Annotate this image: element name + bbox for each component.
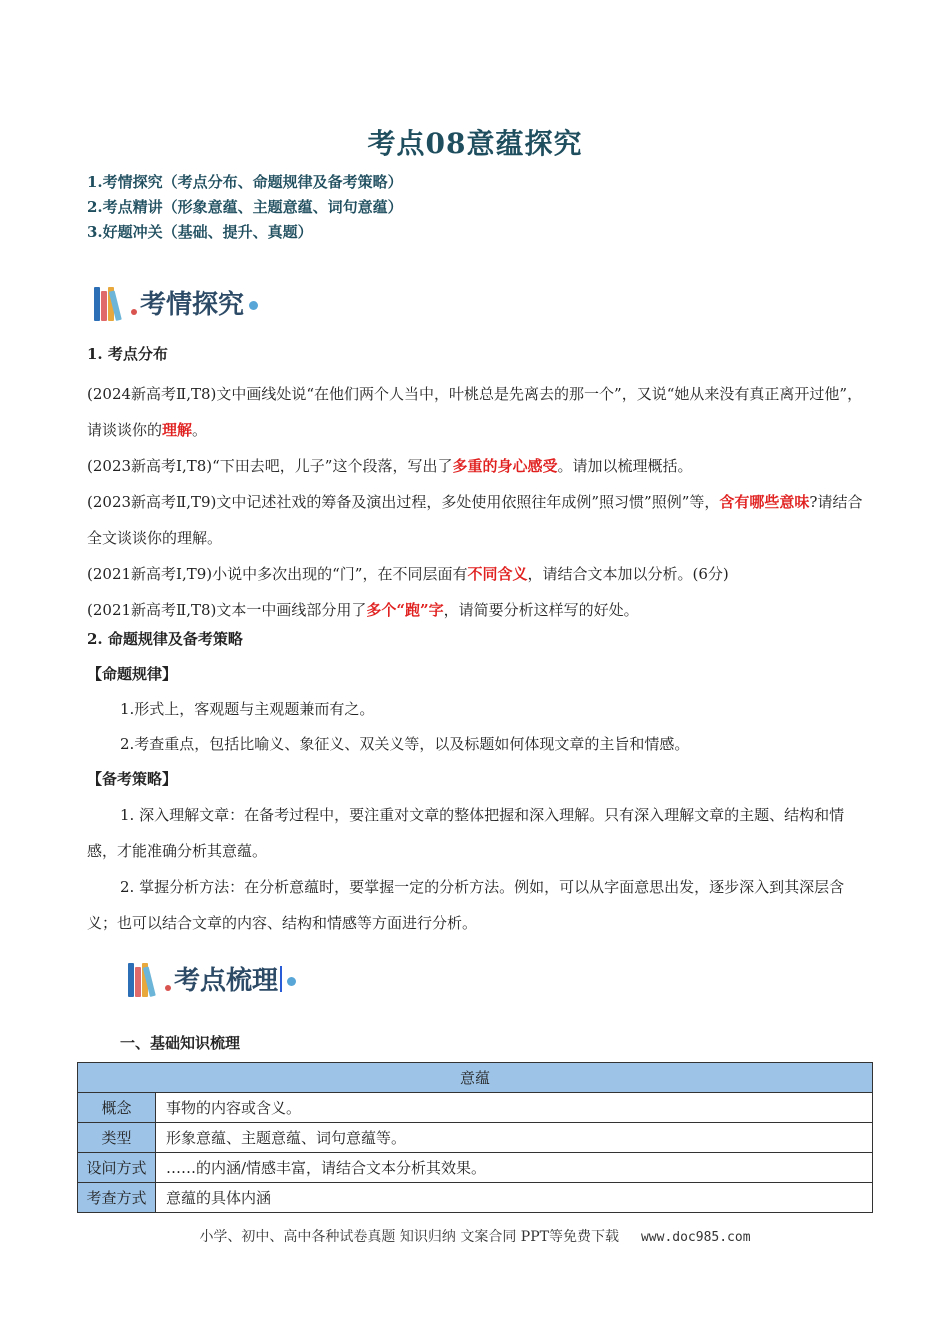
banner-label: 考点梳理	[174, 966, 279, 996]
list-item: (2023新高考Ⅱ,T9)文中记述社戏的筹备及演出过程，多处使用依照往年成例”照习惯”照例”等，含有哪些意味?请结合全文谈谈你的理解。	[87, 493, 863, 547]
knowledge-table	[77, 1062, 873, 1213]
blue-dot-icon	[249, 301, 258, 310]
list-item: (2021新高考Ⅱ,T8)文本一中画线部分用了多个“跑”字，请简要分析这样写的好处。	[87, 601, 639, 619]
table-row	[78, 1093, 873, 1123]
page-footer	[0, 1226, 950, 1246]
red-dot-icon	[131, 309, 137, 315]
list-item: (2023新高考I,T8)“下田去吧，儿子”这个段落，写出了多重的身心感受。请加以梳理概括。	[87, 457, 693, 475]
row-key: 概念	[78, 1093, 156, 1123]
books-icon	[94, 285, 128, 321]
row-value: 意蕴的具体内涵	[156, 1183, 873, 1213]
table-header-row	[78, 1063, 873, 1093]
table-of-contents	[87, 170, 403, 245]
section-banner-key-points	[128, 960, 296, 997]
table-title: 意蕴	[78, 1063, 873, 1093]
section-banner-exam-analysis	[94, 284, 258, 321]
text-cursor	[280, 966, 282, 992]
row-value: 事物的内容或含义。	[156, 1093, 873, 1123]
table-row	[78, 1123, 873, 1153]
subsection-heading: 【备考策略】	[87, 770, 178, 788]
list-item: (2021新高考I,T9)小说中多次出现的“门”，在不同层面有不同含义，请结合文本加以分析。(6分)	[87, 565, 729, 583]
books-icon	[128, 961, 162, 997]
footer-url[interactable]: www.doc985.com	[640, 1230, 751, 1245]
strategy-item: 2. 掌握分析方法：在分析意蕴时，要掌握一定的分析方法。例如，可以从字面意思出发，逐步深入到其深层含义；也可以结合文章的内容、结构和情感等方面进行分析。	[87, 878, 845, 932]
banner-label: 考情探究	[140, 290, 245, 320]
rule-item: 1.形式上，客观题与主观题兼而有之。	[120, 700, 375, 718]
table-row	[78, 1183, 873, 1213]
row-key: 设问方式	[78, 1153, 156, 1183]
blue-dot-icon	[287, 977, 296, 986]
section-heading: 一、基础知识梳理	[120, 1034, 241, 1052]
toc-item: 2.考点精讲（形象意蕴、主题意蕴、词句意蕴）	[87, 198, 403, 216]
strategy-item: 1. 深入理解文章：在备考过程中，要注重对文章的整体把握和深入理解。只有深入理解文章的主题、结构和情感，才能准确分析其意蕴。	[87, 806, 845, 860]
exam-distribution-list	[87, 376, 867, 628]
row-value: ……的内涵/情感丰富，请结合文本分析其效果。	[156, 1153, 873, 1183]
footer-text: 小学、初中、高中各种试卷真题 知识归纳 文案合同 PPT等免费下载	[199, 1229, 619, 1245]
row-value: 形象意蕴、主题意蕴、词句意蕴等。	[156, 1123, 873, 1153]
rule-item: 2.考查重点，包括比喻义、象征义、双关义等，以及标题如何体现文章的主旨和情感。	[120, 735, 690, 753]
subsection-heading: 【命题规律】	[87, 665, 178, 683]
toc-item: 1.考情探究（考点分布、命题规律及备考策略）	[87, 173, 403, 191]
red-dot-icon	[165, 985, 171, 991]
row-key: 考查方式	[78, 1183, 156, 1213]
row-key: 类型	[78, 1123, 156, 1153]
toc-item: 3.好题冲关（基础、提升、真题）	[87, 223, 313, 241]
section-heading: 2. 命题规律及备考策略	[87, 630, 243, 648]
table-row	[78, 1153, 873, 1183]
list-item: (2024新高考Ⅱ,T8)文中画线处说“在他们两个人当中，叶桃总是先离去的那一个”，又说“她从来没有真正离开过他”，请谈谈你的理解。	[87, 385, 863, 439]
page-title: 考点08意蕴探究	[367, 127, 583, 160]
section-heading: 1. 考点分布	[87, 345, 168, 363]
